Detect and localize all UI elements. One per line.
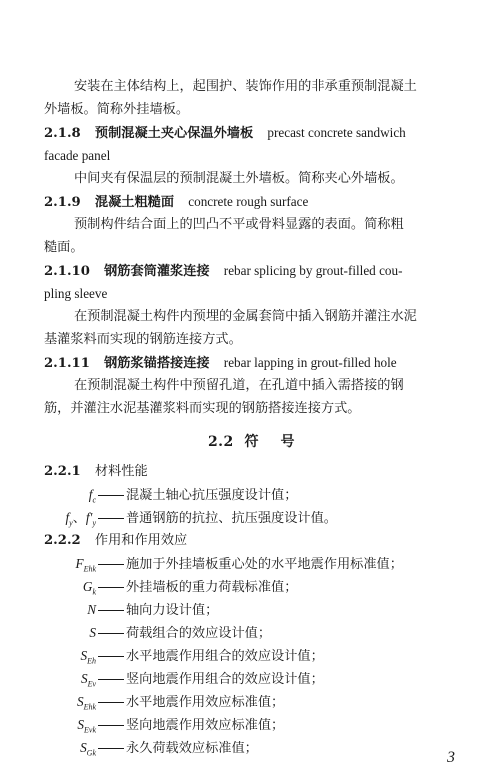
symbol: $G_k$ bbox=[82, 579, 96, 597]
symbol-row bbox=[0, 739, 258, 763]
symbol: $f_y$、$f'_y$ bbox=[65, 510, 96, 528]
dash bbox=[98, 748, 124, 749]
symbol: $F_{Ehk}$ bbox=[75, 556, 96, 574]
symbol: $S_{Ev}$ bbox=[80, 671, 96, 689]
term-cn: 钢筋套筒灌浆连接 bbox=[104, 264, 210, 279]
symbol-desc: 混凝土轴心抗压强度设计值； bbox=[126, 488, 298, 503]
symbol-desc: 水平地震作用效应标准值； bbox=[126, 695, 285, 710]
symbol: $f_c$ bbox=[88, 487, 96, 505]
term-en: concrete rough surface bbox=[188, 194, 309, 209]
symbol-desc: 水平地震作用组合的效应设计值； bbox=[126, 649, 324, 664]
term-2-1-8-heading bbox=[44, 124, 406, 143]
term-number: 2.1.10 bbox=[44, 264, 90, 279]
dash bbox=[98, 725, 124, 726]
intro-line-1: 安装在主体结构上，起围护、装饰作用的非承重预制混凝土 bbox=[74, 79, 417, 94]
term-en: precast concrete sandwich bbox=[267, 125, 406, 140]
dash bbox=[98, 495, 124, 496]
term-desc: 基灌浆料而实现的钢筋连接方式。 bbox=[44, 332, 242, 347]
term-desc: 糙面。 bbox=[44, 240, 84, 255]
symbol-desc: 施加于外挂墙板重心处的水平地震作用标准值； bbox=[126, 557, 403, 572]
dash bbox=[98, 633, 124, 634]
symbol-desc: 荷载组合的效应设计值； bbox=[126, 626, 272, 641]
dash bbox=[98, 610, 124, 611]
symbol-row bbox=[0, 647, 324, 671]
symbol-row bbox=[0, 486, 297, 510]
symbol-row bbox=[0, 670, 324, 694]
symbol-desc: 永久荷载效应标准值； bbox=[126, 741, 258, 756]
dash bbox=[98, 518, 124, 519]
term-desc: 中间夹有保温层的预制混凝土外墙板。简称夹心外墙板。 bbox=[74, 171, 404, 186]
symbol-row bbox=[0, 624, 271, 643]
symbol-desc: 竖向地震作用组合的效应设计值； bbox=[126, 672, 324, 687]
term-cn: 混凝土粗糙面 bbox=[94, 195, 175, 210]
symbol-desc: 普通钢筋的抗拉、抗压强度设计值。 bbox=[126, 511, 337, 526]
symbol: $S_{Eh}$ bbox=[80, 648, 96, 666]
dash bbox=[98, 564, 124, 565]
dash bbox=[98, 587, 124, 588]
subsection-2-2-2: 2.2.2 作用和作用效应 bbox=[44, 533, 188, 548]
symbol-row bbox=[0, 693, 284, 717]
intro-line-2: 外墙板。简称外挂墙板。 bbox=[44, 102, 190, 117]
symbol-row bbox=[0, 601, 218, 620]
symbol: S bbox=[89, 625, 96, 640]
symbol: $S_{Ehk}$ bbox=[76, 694, 96, 712]
term-desc: 预制构件结合面上的凹凸不平或骨料显露的表面。简称粗 bbox=[74, 217, 404, 232]
term-number: 2.1.8 bbox=[44, 126, 81, 141]
term-cn: 钢筋浆锚搭接连接 bbox=[104, 356, 210, 371]
symbol: N bbox=[87, 602, 96, 617]
term-2-1-9-heading bbox=[44, 193, 308, 212]
term-en-continued: pling sleeve bbox=[44, 286, 108, 301]
dash bbox=[98, 656, 124, 657]
term-desc: 筋，并灌注水泥基灌浆料而实现的钢筋搭接连接方式。 bbox=[44, 401, 361, 416]
symbol: $S_{Gk}$ bbox=[80, 740, 96, 758]
symbol: $S_{Evk}$ bbox=[77, 717, 96, 735]
symbol-row bbox=[0, 509, 337, 533]
page-number: 3 bbox=[447, 749, 455, 766]
symbol-desc: 外挂墙板的重力荷载标准值； bbox=[126, 580, 298, 595]
term-desc: 在预制混凝土构件中预留孔道，在孔道中插入需搭接的钢 bbox=[74, 378, 404, 393]
term-cn: 预制混凝土夹心保温外墙板 bbox=[94, 126, 254, 141]
dash bbox=[98, 702, 124, 703]
symbol-row bbox=[0, 578, 297, 602]
subsection-2-2-1: 2.2.1 材料性能 bbox=[44, 464, 148, 479]
symbol-row bbox=[0, 716, 284, 740]
term-desc: 在预制混凝土构件内预埋的金属套筒中插入钢筋并灌注水泥 bbox=[74, 309, 417, 324]
term-en: rebar lapping in grout-filled hole bbox=[223, 355, 397, 370]
dash bbox=[98, 679, 124, 680]
symbol-desc: 轴向力设计值； bbox=[126, 603, 219, 618]
term-2-1-11-heading bbox=[44, 354, 397, 373]
term-number: 2.1.9 bbox=[44, 195, 81, 210]
symbol-desc: 竖向地震作用效应标准值； bbox=[126, 718, 285, 733]
term-en: rebar splicing by grout-filled cou- bbox=[223, 263, 403, 278]
term-en-continued: facade panel bbox=[44, 148, 111, 163]
section-title: 2.2 符 号 bbox=[207, 434, 296, 450]
term-number: 2.1.11 bbox=[44, 356, 90, 371]
symbol-row bbox=[0, 555, 403, 579]
term-2-1-10-heading bbox=[44, 262, 403, 281]
